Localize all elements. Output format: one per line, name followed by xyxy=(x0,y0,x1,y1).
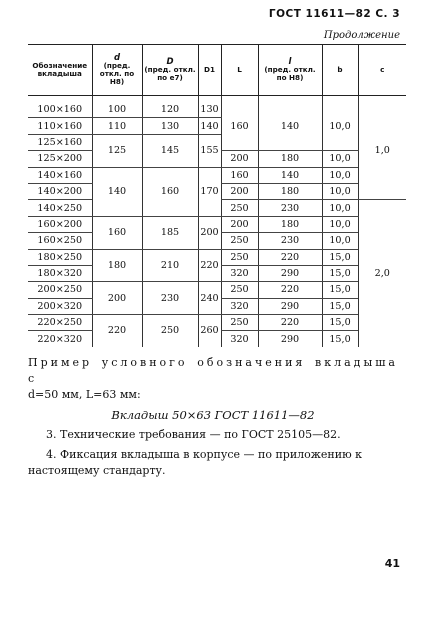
cell-c: 1,0 xyxy=(358,102,406,200)
cell-designation: 220×320 xyxy=(37,333,83,345)
cell-l: 140 xyxy=(258,102,322,151)
cell-l: 140 xyxy=(258,167,322,183)
cell-c: 2,0 xyxy=(358,200,406,347)
body-text xyxy=(28,355,398,479)
cell-designation: 160×200 xyxy=(28,216,92,232)
cell-l: 290 xyxy=(258,298,322,314)
cell-L: 200 xyxy=(221,216,258,232)
cell-b: 15,0 xyxy=(322,249,358,265)
cell-b: 10,0 xyxy=(322,167,358,183)
cell-designation: 160×250 xyxy=(28,233,92,249)
cell-b: 15,0 xyxy=(322,298,358,314)
cell-D: 250 xyxy=(142,315,198,347)
cell-D: 120 xyxy=(142,102,198,118)
table-row xyxy=(28,249,406,265)
cell-d: 125 xyxy=(92,134,142,167)
cell-L: 320 xyxy=(221,298,258,314)
cell-designation: 200×250 xyxy=(28,282,92,298)
cell-L: 200 xyxy=(221,183,258,199)
col-D-header xyxy=(142,45,198,96)
cell-designation: 140×250 xyxy=(28,200,92,216)
page-header: ГОСТ 11611—82 С. 3 xyxy=(268,8,400,20)
cell-L: 320 xyxy=(221,265,258,281)
cell-D1: 200 xyxy=(198,216,221,249)
cell-l: 290 xyxy=(258,265,322,281)
cell-designation: 180×320 xyxy=(28,265,92,281)
cell-d: 140 xyxy=(92,167,142,216)
cell-L: 250 xyxy=(221,233,258,249)
table-row xyxy=(28,282,406,298)
cell-L: 160 xyxy=(221,102,258,151)
cell-b: 10,0 xyxy=(322,216,358,232)
item-4: 4. Фиксация вкладыша в корпусе — по приложению к настоящему стандарту. xyxy=(28,448,363,477)
cell-D1: 260 xyxy=(198,315,221,347)
example-line-1: Пример условного обозначения вкладыша с xyxy=(28,356,398,385)
col-D-symbol: D xyxy=(166,57,174,67)
col-d-tolerance: (пред. откл. по Н8) xyxy=(99,61,135,86)
cell-designation: 100×160 xyxy=(28,102,92,118)
cell-D: 210 xyxy=(142,249,198,282)
cell-L: 250 xyxy=(221,282,258,298)
cell-L: 160 xyxy=(221,167,258,183)
col-D1-header: D1 xyxy=(198,45,221,96)
col-l-symbol: l xyxy=(288,57,292,67)
continuation-label: Продолжение xyxy=(323,30,400,41)
cell-b: 10,0 xyxy=(322,102,358,151)
table-row xyxy=(28,216,406,232)
col-d-symbol: d xyxy=(113,53,121,63)
cell-D: 130 xyxy=(142,118,198,134)
cell-designation: 140×200 xyxy=(28,183,92,199)
cell-l: 180 xyxy=(258,183,322,199)
cell-b: 10,0 xyxy=(322,183,358,199)
cell-b: 10,0 xyxy=(322,233,358,249)
cell-D1: 240 xyxy=(198,282,221,315)
page-number: 41 xyxy=(384,557,400,570)
cell-l: 230 xyxy=(258,200,322,216)
cell-D: 145 xyxy=(142,134,198,167)
cell-b: 15,0 xyxy=(322,265,358,281)
col-designation-header: Обозначение вкладыша xyxy=(28,45,92,96)
cell-designation: 110×160 xyxy=(28,118,92,134)
cell-designation: 125×200 xyxy=(28,151,92,167)
cell-designation: 125×160 xyxy=(28,134,92,150)
table-row xyxy=(28,315,406,331)
cell-l: 180 xyxy=(258,216,322,232)
cell-l: 220 xyxy=(258,315,322,331)
dimensions-table xyxy=(28,44,406,347)
table-header-row xyxy=(28,45,406,96)
col-l-tolerance: (пред. откл. по Н8) xyxy=(264,65,316,82)
cell-L: 250 xyxy=(221,200,258,216)
cell-l: 290 xyxy=(258,331,322,347)
example-line-2: d=50 мм, L=63 мм: xyxy=(28,388,141,401)
cell-L: 250 xyxy=(221,315,258,331)
cell-d: 100 xyxy=(92,102,142,118)
table-row xyxy=(28,102,406,118)
cell-b: 15,0 xyxy=(322,331,358,347)
cell-designation: 140×160 xyxy=(28,167,92,183)
cell-designation: 200×320 xyxy=(28,298,92,314)
cell-designation: 220×250 xyxy=(28,315,92,331)
cell-d: 110 xyxy=(92,118,142,134)
col-b-header: b xyxy=(322,45,358,96)
cell-designation: 180×250 xyxy=(28,249,92,265)
cell-l: 180 xyxy=(258,151,322,167)
table-row xyxy=(28,167,406,183)
cell-D1: 170 xyxy=(198,167,221,216)
cell-b: 10,0 xyxy=(322,151,358,167)
cell-D1: 130 xyxy=(198,102,221,118)
cell-b: 15,0 xyxy=(322,315,358,331)
cell-d: 220 xyxy=(92,315,142,347)
col-c-header: c xyxy=(358,45,406,96)
cell-l: 230 xyxy=(258,233,322,249)
designation-example: Вкладыш 50×63 ГОСТ 11611—82 xyxy=(111,408,315,422)
col-L-header: L xyxy=(221,45,258,96)
cell-L: 320 xyxy=(221,331,258,347)
cell-b: 15,0 xyxy=(322,282,358,298)
col-d-header xyxy=(92,45,142,96)
col-D-tolerance: (пред. откл. по е7) xyxy=(144,65,196,82)
cell-D1: 220 xyxy=(198,249,221,282)
cell-D: 160 xyxy=(142,167,198,216)
cell-L: 250 xyxy=(221,249,258,265)
cell-L: 200 xyxy=(221,151,258,167)
cell-D: 230 xyxy=(142,282,198,315)
cell-d: 160 xyxy=(92,216,142,249)
cell-d: 180 xyxy=(92,249,142,282)
cell-D1: 140 xyxy=(198,118,221,134)
cell-b: 10,0 xyxy=(322,200,358,216)
cell-l: 220 xyxy=(258,282,322,298)
col-l-header xyxy=(258,45,322,96)
cell-D: 185 xyxy=(142,216,198,249)
cell-D1: 155 xyxy=(198,134,221,167)
cell-l: 220 xyxy=(258,249,322,265)
cell-d: 200 xyxy=(92,282,142,315)
item-3: 3. Технические требования — по ГОСТ 25105—82. xyxy=(46,428,341,441)
